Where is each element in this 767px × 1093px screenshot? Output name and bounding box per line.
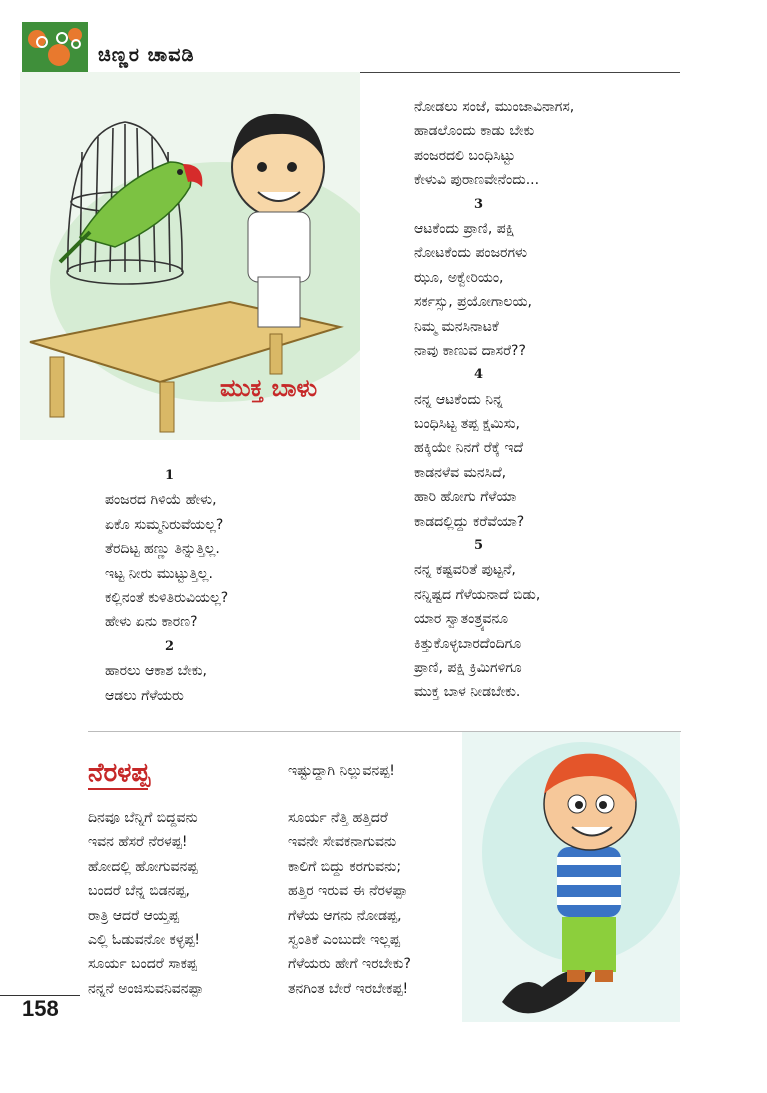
poem-line: ಸರ್ಕಸ್ಸು, ಪ್ರಯೋಗಾಲಯ,: [414, 294, 532, 311]
poem2-right-column-top: ಇಷ್ಟುದ್ದಾಗಿ ನಿಲ್ಲುವನಪ್ಪ!: [288, 763, 395, 779]
poem-line: ಗೆಳೆಯ ಆಗನು ನೋಡಪ್ಪ,: [288, 907, 402, 924]
poem-line: ನನ್ನನೆ ಅಂಜಿಸುವನಿವನಪ್ಪಾ: [88, 980, 204, 997]
poem-line: ಕಿತ್ತುಕೊಳ್ಳಬಾರದೆಂದಿಗೂ: [414, 635, 522, 652]
poem-line: ದಿನವೂ ಬೆನ್ನಿಗೆ ಬಿದ್ದವನು: [88, 810, 198, 826]
stanza-number: 3: [474, 196, 484, 212]
poem-line: ಪಂಜರದಲಿ ಬಂಧಿಸಿಟ್ಟು: [414, 147, 516, 164]
poem-line: ನಾವು ಕಾಣುವ ದಾಸರೆ??: [414, 342, 526, 359]
poem-line: ಕಾಡದಲ್ಲಿದ್ದು ಕರೆವೆಯಾ?: [414, 513, 525, 530]
poem-line: ನೋಟಕೆಂದು ಪಂಜರಗಳು: [414, 245, 528, 262]
poem2-left-column: [88, 806, 204, 1001]
poem-line: ಸ್ವಂತಿಕೆ ಎಂಬುದೇ ಇಲ್ಲಪ್ಪ: [288, 931, 400, 948]
poem-line: ಆಡಲು ಗೆಳೆಯರು: [105, 687, 184, 704]
poem-line: ತನಗಿಂತ ಬೇರೆ ಇರಬೇಕಪ್ಪ!: [288, 980, 409, 997]
stanza-number: 5: [474, 538, 484, 554]
poem-line: ಮುಕ್ತ ಬಾಳ ನೀಡಬೇಕು.: [414, 684, 521, 701]
poem-line: ಹತ್ತಿರ ಇರುವ ಈ ನೆರಳಪ್ಪಾ: [288, 883, 408, 900]
title-underline: [88, 788, 148, 790]
poem-line: ರಾತ್ರಿ ಆದರೆ ಆಯ್ತಪ್ಪ: [88, 907, 179, 924]
poem-line: ಕಲ್ಲಿನಂತೆ ಕುಳಿತಿರುವಿಯಲ್ಲ?: [105, 589, 229, 606]
poem-line: ಕಾಡನಳೆವ ಮನಸಿದೆ,: [414, 464, 507, 481]
poem-line: ನನ್ನಿಷ್ಟದ ಗೆಳೆಯನಾದೆ ಬಿಡು,: [414, 586, 541, 603]
poem-line: ಏಕೊ ಸುಮ್ಮನಿರುವೆಯಲ್ಲ?: [105, 516, 224, 533]
boy-shadow-illustration: [462, 732, 680, 1022]
poem-line: ಸೂರ್ಯ ಬಂದರೆ ಸಾಕಪ್ಪ: [88, 956, 197, 973]
poem-line: ಸೂರ್ಯ ನೆತ್ತಿ ಹತ್ತಿದರೆ: [288, 810, 388, 826]
poem-line: ಬಂದರೆ ಬೆನ್ನ ಬಿಡನಪ್ಪ,: [88, 883, 190, 900]
parrot-cage-illustration: [20, 72, 360, 440]
poem-line: ಕೇಳುವಿ ಪುರಾಣವೇನೆಂದು...: [414, 172, 540, 189]
poem2-title: ನೆರಳಪ್ಪ: [88, 758, 151, 788]
poem2-right-column: [288, 806, 411, 1001]
poem-line: ನೋಡಲು ಸಂಜೆ, ಮುಂಜಾವಿನಾಗಸ,: [414, 99, 575, 115]
poem-line: ಕಾಲಿಗೆ ಬಿದ್ದು ಕರಗುವನು;: [288, 858, 402, 875]
poem-line: ನಿಮ್ಮ ಮನಸಿನಾಟಕೆ: [414, 318, 499, 335]
poem-line: ಇಟ್ಟ ನೀರು ಮುಟ್ಟುತ್ತಿಲ್ಲ.: [105, 565, 213, 582]
poem-line: ಹಕ್ಕಿಯೇ ನಿನಗೆ ರೆಕ್ಕೆ ಇದೆ: [414, 440, 524, 457]
poem-line: ಇವನೇ ಸೇವಕನಾಗುವನು: [288, 834, 397, 851]
poem-title: ಮುಕ್ತ ಬಾಳು: [220, 374, 318, 402]
page-number: 158: [22, 996, 59, 1021]
poem1-left-column: [105, 464, 228, 708]
stanza-number: 2: [165, 638, 175, 654]
stanza-number: 1: [165, 468, 175, 483]
poem-line: ನನ್ನ ಆಟಕೆಂದು ನಿನ್ನ: [414, 391, 503, 408]
poem-line: ಹಾಡಲೊಂದು ಕಾಡು ಬೇಕು: [414, 123, 535, 140]
poem-line: ಪಂಜರದ ಗಿಳಿಯೆ ಹೇಳು,: [105, 492, 217, 509]
poem-line: ಪ್ರಾಣಿ, ಪಕ್ಷಿ ಕ್ರಿಮಿಗಳಿಗೂ: [414, 659, 522, 676]
poem-line: ತೆರದಿಟ್ಟ ಹಣ್ಣು ತಿನ್ನುತ್ತಿಲ್ಲ.: [105, 541, 220, 558]
poem-line: ನನ್ನ ಕಷ್ಟವರಿತೆ ಪುಟ್ಟನೆ,: [414, 562, 516, 579]
section-title: ಚಿಣ್ಣರ ಚಾವಡಿ: [98, 44, 195, 66]
poem-line: ಹಾರಿ ಹೋಗು ಗೆಳೆಯಾ: [414, 489, 517, 506]
poem-line: ಬಂಧಿಸಿಟ್ಟ ತಪ್ಪ ಕ್ಷಮಿಸು,: [414, 416, 520, 433]
poem-line: ಇವನ ಹೆಸರೆ ನೆರಳಪ್ಪ!: [88, 834, 188, 851]
poem-line: ಹೋದಲ್ಲಿ ಹೋಗುವನಪ್ಪ: [88, 858, 198, 875]
poem-line: ಹೇಳು ಏನು ಕಾರಣ?: [105, 614, 198, 631]
poem-line: ಯಾರ ಸ್ವಾತಂತ್ರ್ಯವನೂ: [414, 611, 509, 628]
poem1-right-column: [414, 95, 574, 705]
poem-line: ಆಟಕೆಂದು ಪ್ರಾಣಿ, ಪಕ್ಷಿ: [414, 220, 515, 237]
poem-line: ಗೆಳೆಯರು ಹೇಗೆ ಇರಬೇಕು?: [288, 956, 411, 973]
poem-line: ಹಾರಲು ಆಕಾಶ ಬೇಕು,: [105, 663, 207, 680]
poem-line: ಎಲ್ಲಿ ಓಡುವನೋ ಕಳ್ಳಪ್ಪ!: [88, 931, 200, 948]
stanza-number: 4: [474, 367, 484, 383]
magazine-logo: [22, 22, 88, 74]
poem-line: ಝೂ, ಅಕ್ವೇರಿಯಂ,: [414, 269, 504, 286]
